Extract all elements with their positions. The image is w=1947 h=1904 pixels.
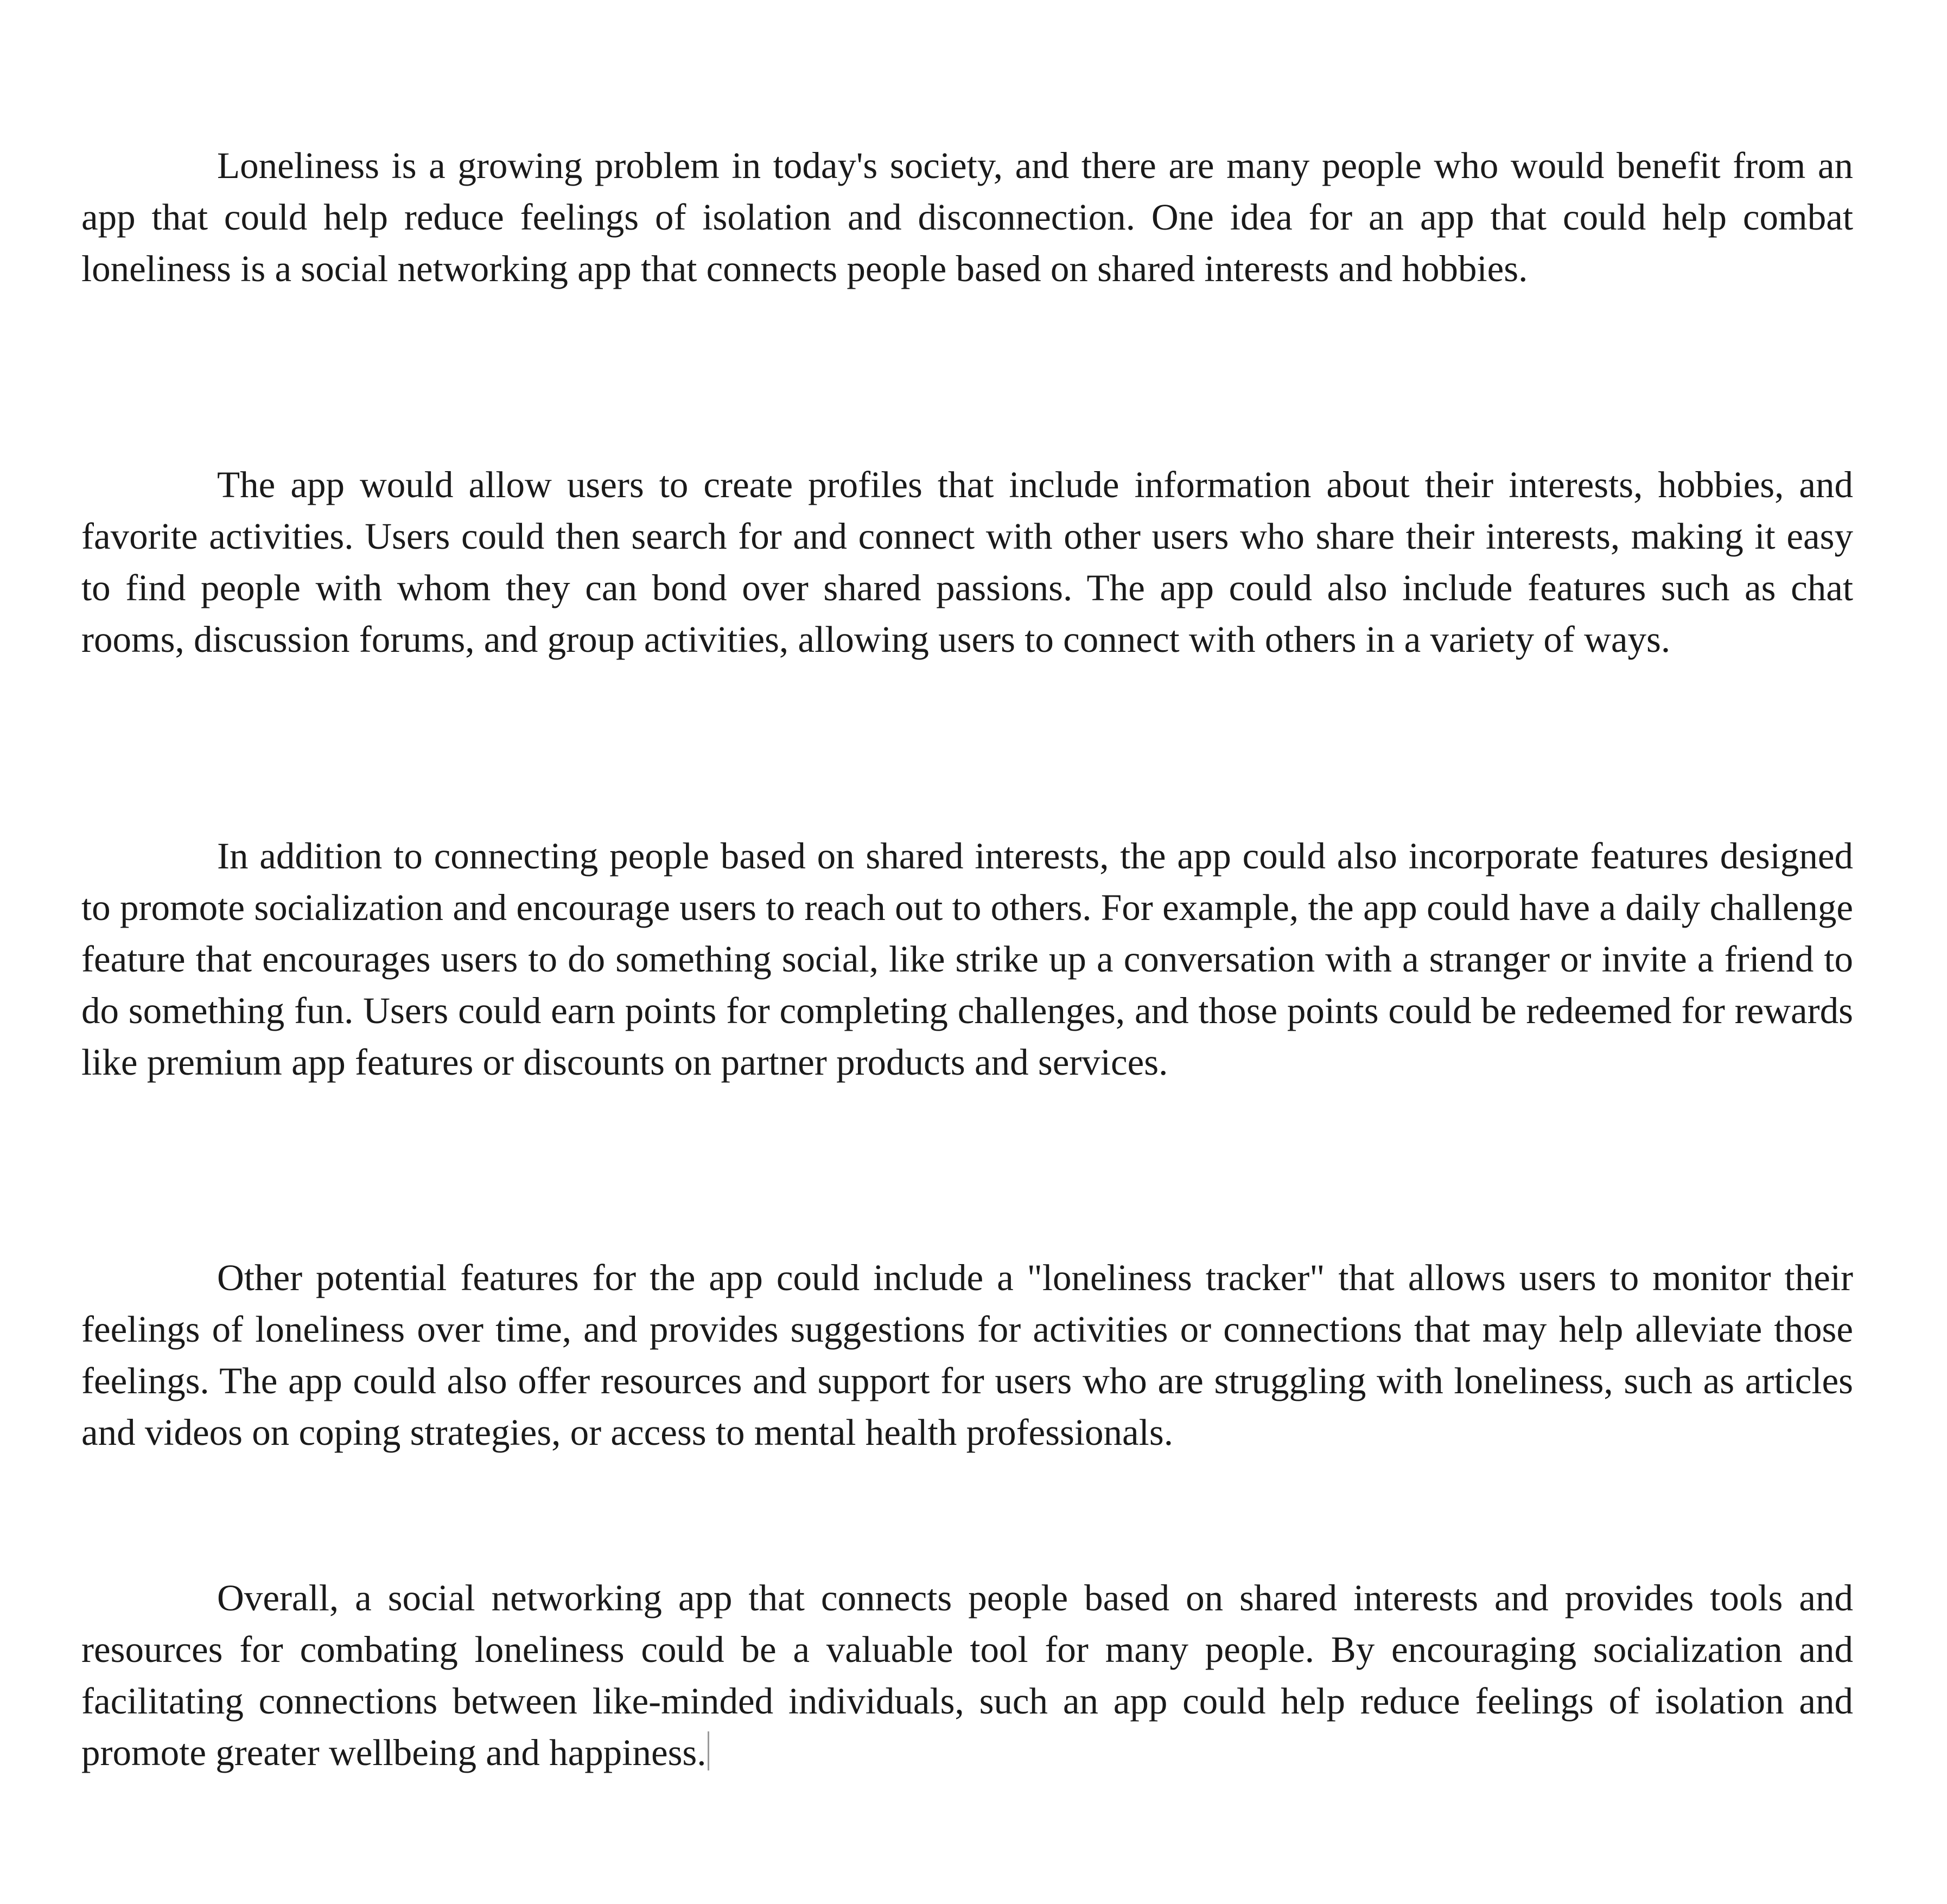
text-cursor [708,1731,709,1770]
paragraph-4[interactable]: Other potential features for the app could include a "loneliness tracker" that allows users to monitor their feelings of loneliness over time, and provides suggestions for activities or connections that may help alleviate those feelings. The app could also offer resources and support for users who are struggling with loneliness, such as articles and videos on coping strategies, or access to mental health professionals. [81,1257,1853,1453]
paragraph-5[interactable] [81,1572,1853,1779]
paragraph-2[interactable]: The app would allow users to create profiles that include information about their interests, hobbies, and favorite activities. Users could then search for and connect with other users who share their interests, making it easy to find people with whom they can bond over shared passions. The app could also include features such as chat rooms, discussion forums, and group activities, allowing users to connect with others in a variety of ways. [81,464,1853,660]
paragraph-5-text: Overall, a social networking app that connects people based on shared interests and provides tools and resources for combating loneliness could be a valuable tool for many people. By encouraging socialization and facilitating connections between like-minded individuals, such an app could help reduce feelings of isolation and promote greater wellbeing and happiness. [81,1577,1853,1773]
paragraph-1[interactable]: Loneliness is a growing problem in today's society, and there are many people who would benefit from an app that could help reduce feelings of isolation and disconnection. One idea for an app that could help combat loneliness is a social networking app that connects people based on shared interests and hobbies. [81,145,1853,289]
paragraph-3[interactable]: In addition to connecting people based on shared interests, the app could also incorporate features designed to promote socialization and encourage users to reach out to others. For example, the app could have a daily challenge feature that encourages users to do something social, like strike up a conversation with a stranger or invite a friend to do something fun. Users could earn points for completing challenges, and those points could be redeemed for rewards like premium app features or discounts on partner products and services. [81,835,1853,1083]
